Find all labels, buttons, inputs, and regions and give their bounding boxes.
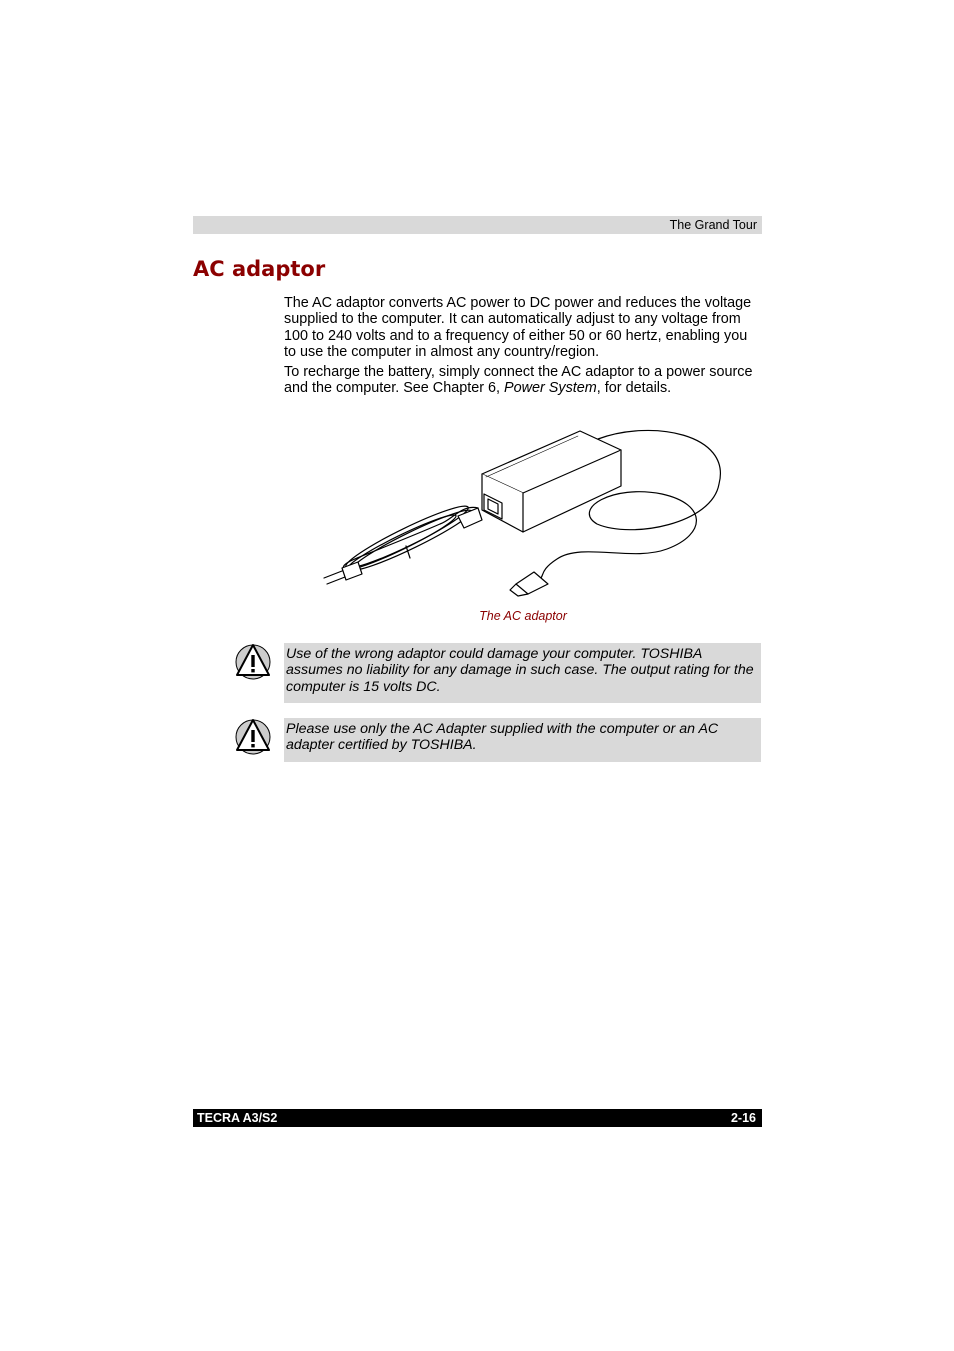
header-section-title: The Grand Tour [669,218,757,232]
intro-paragraph: The AC adaptor converts AC power to DC power and reduces the voltage supplied to the computer. It can automatically adjust to any voltage from 100 to 240 volts and to a frequency of either 50 or 60 hertz, enabling you to use the computer in almost any country/region. [284,295,752,360]
running-footer [193,1109,762,1127]
warning-triangle-icon [235,717,271,755]
warning-text: Please use only the AC Adapter supplied with the computer or an AC adapter certified by TOSHIBA. [286,721,719,754]
recharge-text-end: , for details. [596,380,672,397]
ac-adaptor-illustration [312,424,732,600]
warning-text: Use of the wrong adaptor could damage your computer. TOSHIBA assumes no liability for any damage in such case. The output rating for the computer is 15 volts DC. [286,646,754,695]
running-header [193,216,762,234]
warning-box [284,643,761,703]
recharge-paragraph [284,364,762,397]
warning-triangle-icon [235,642,271,680]
footer-model: TECRA A3/S2 [197,1111,278,1125]
recharge-text-start: To recharge the battery, simply connect the AC adaptor to a power source and the computer. See Chapter 6, [284,364,753,397]
figure-caption: The AC adaptor [479,609,567,623]
page-number: 2-16 [730,1111,756,1125]
chapter-reference: Power System [504,380,597,397]
page-title: AC adaptor [193,257,326,281]
warning-box [284,718,761,762]
